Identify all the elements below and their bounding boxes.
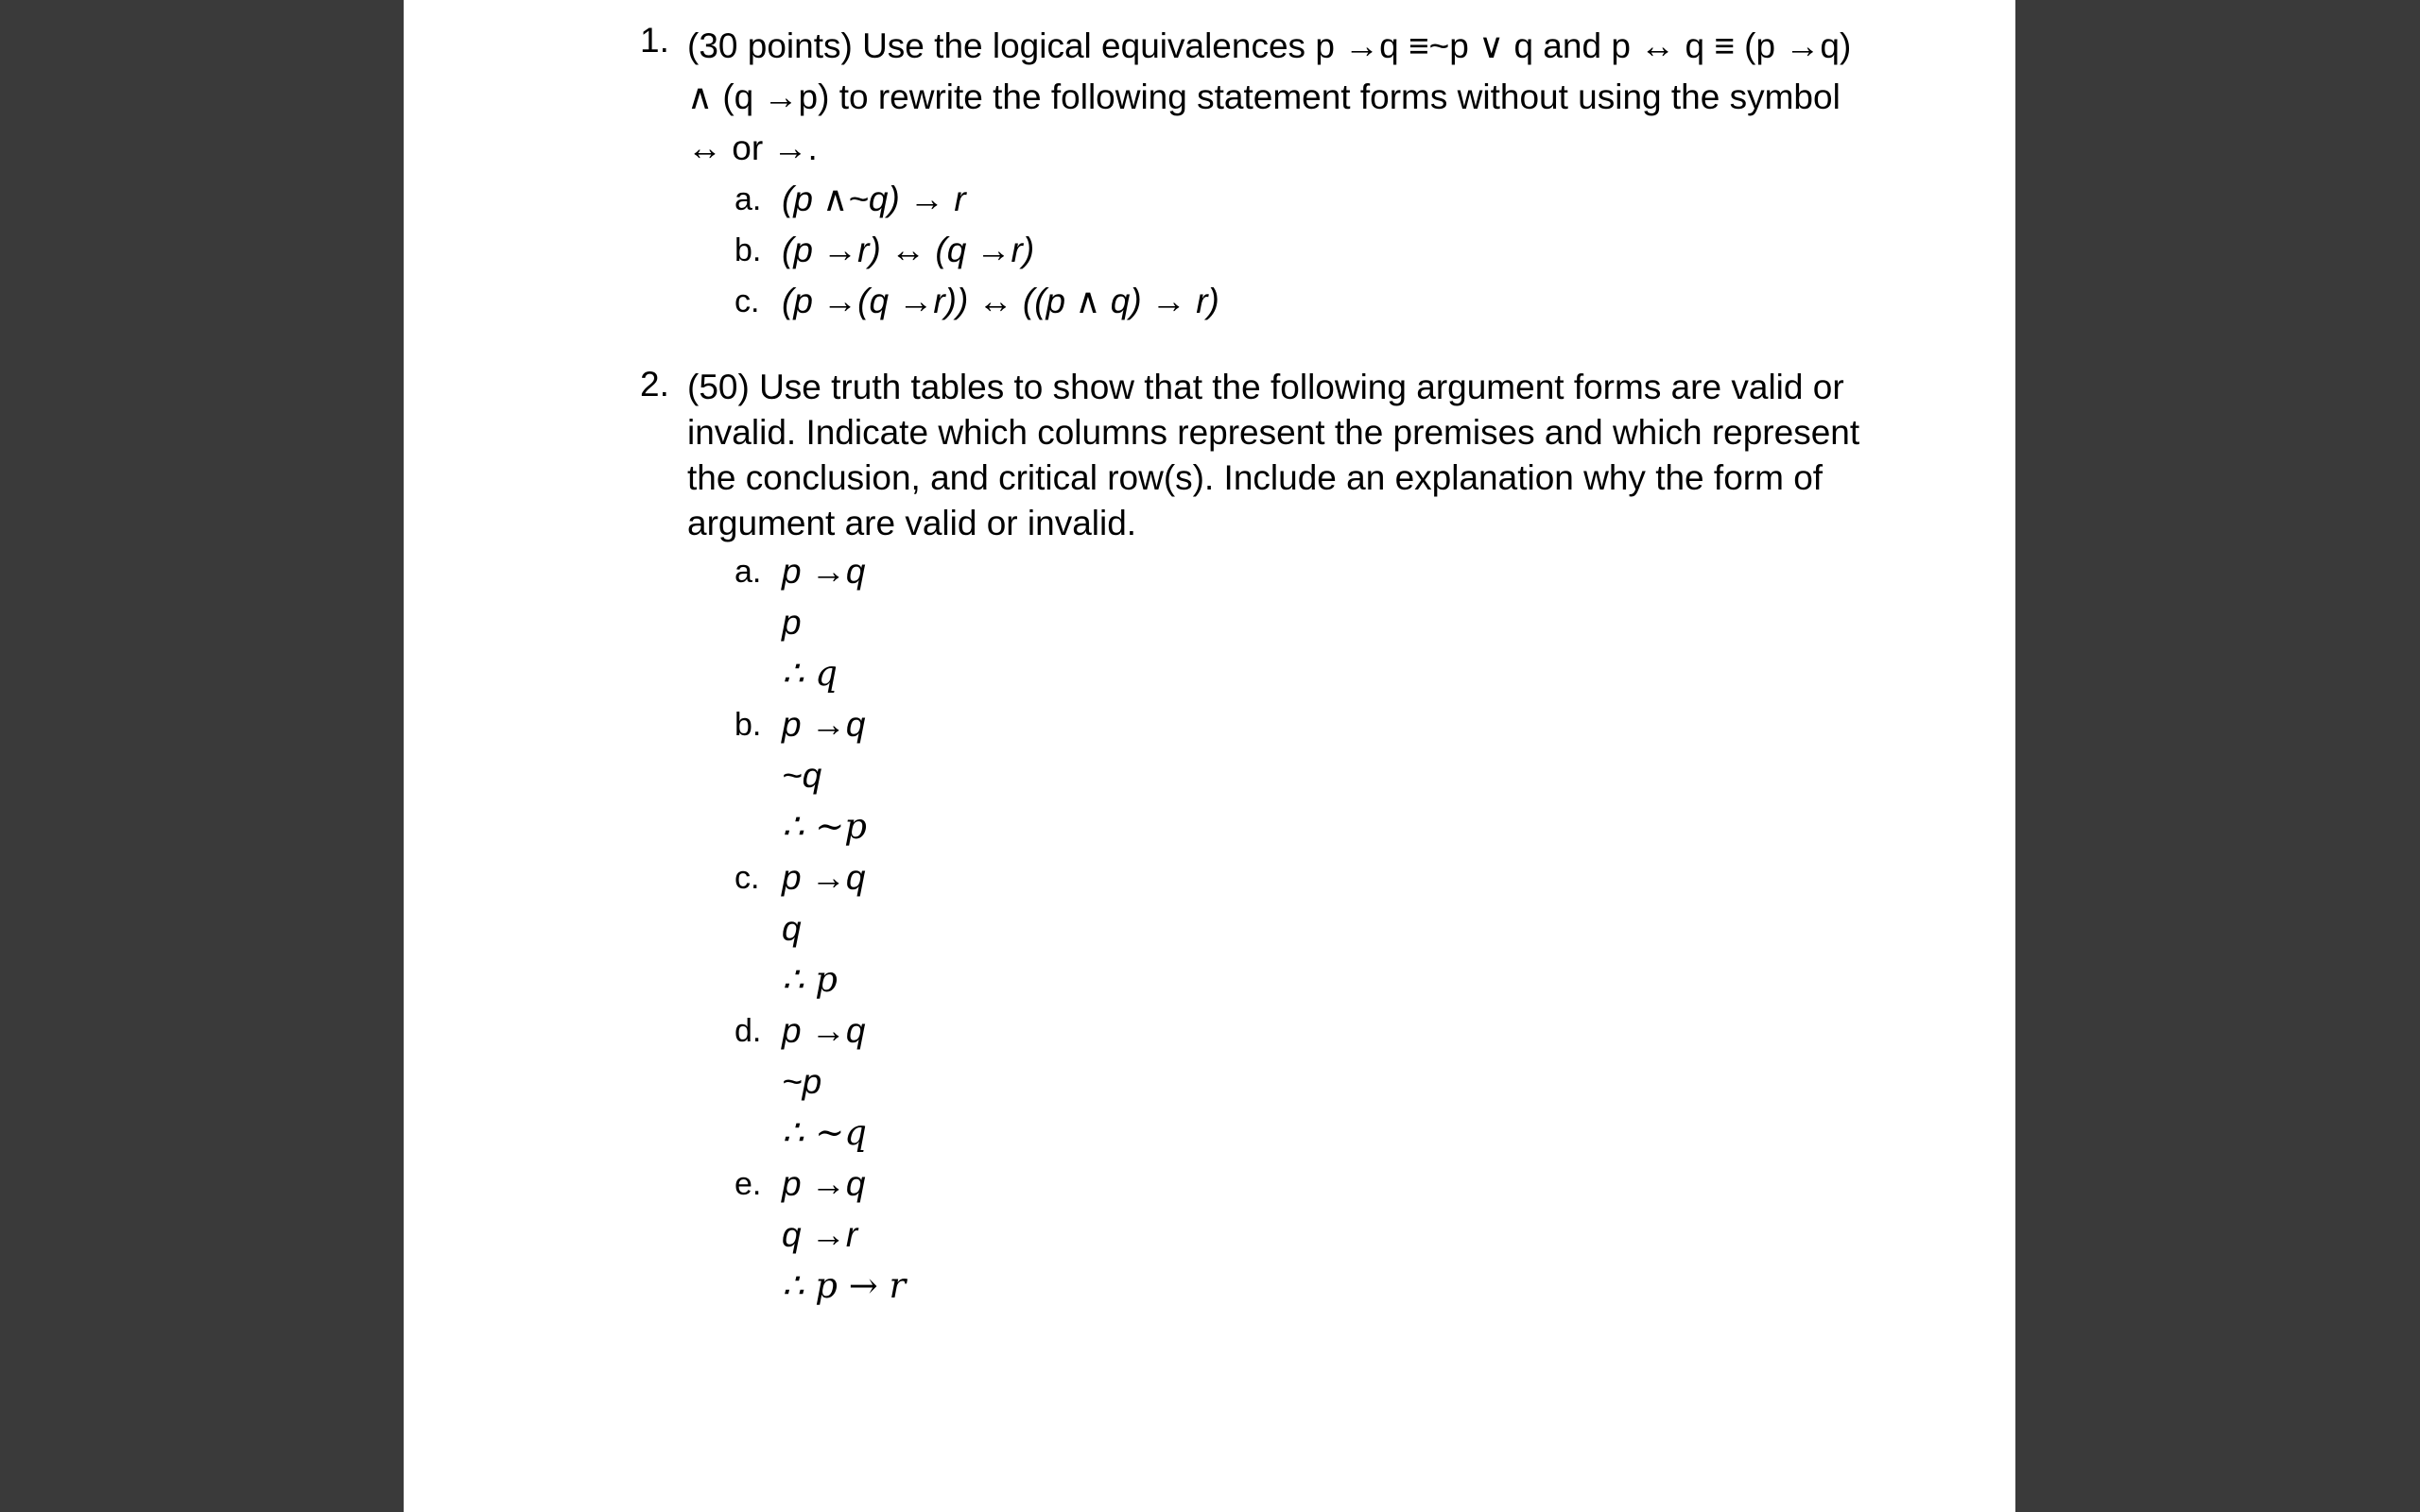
argument-letter: e.	[735, 1166, 762, 1202]
question-1-items	[687, 174, 1869, 327]
premise-2: q →r	[782, 1215, 858, 1254]
conclusion: ∴ q	[782, 653, 838, 694]
premise-2: ~p	[782, 1062, 822, 1101]
argument-letter: d.	[735, 1013, 762, 1049]
item-letter: a.	[735, 181, 762, 217]
premise-1: p →q	[782, 1011, 866, 1050]
argument-letter: c.	[735, 860, 760, 896]
premise-2: ~q	[782, 756, 822, 795]
argument-e	[735, 1159, 1869, 1312]
argument-d	[735, 1005, 1869, 1159]
premise-1: p →q	[782, 858, 866, 897]
question-2-text: (50) Use truth tables to show that the following argument forms are valid or invalid. Indicate which columns represent the premises and which represent the conclusion, and critical row(s). Include an explanation why the form of argument are valid or invalid.	[687, 368, 1860, 542]
premise-2: p	[782, 603, 802, 642]
conclusion: ∴ ~p	[782, 806, 867, 847]
question-2-number: 2.	[640, 365, 669, 404]
premise-1: p →q	[782, 705, 866, 744]
premise-1: p →q	[782, 552, 866, 591]
argument-letter: a.	[735, 554, 762, 590]
question-1-text: (30 points) Use the logical equivalences p →q ≡~p ∨ q and p ↔ q ≡ (p →q) ∧ (q →p) to rewrite the following statement forms without using the symbol ↔ or →.	[687, 26, 1852, 167]
item-text: (p →r) ↔ (q →r)	[782, 231, 1035, 269]
item-text: (p ∧~q) → r	[782, 180, 966, 218]
conclusion: ∴ p	[782, 959, 838, 1000]
argument-a	[735, 546, 1869, 699]
item-text: (p →(q →r)) ↔ ((p ∧ q) → r)	[782, 282, 1219, 320]
argument-c	[735, 852, 1869, 1005]
argument-b	[735, 699, 1869, 852]
question-1-item-b	[735, 225, 1869, 276]
item-letter: b.	[735, 232, 762, 268]
document-content	[640, 21, 1869, 1312]
conclusion: ∴ p → r	[782, 1265, 907, 1306]
question-1-number: 1.	[640, 21, 669, 60]
premise-2: q	[782, 909, 802, 948]
question-2-arguments	[687, 546, 1869, 1312]
item-letter: c.	[735, 284, 760, 319]
question-2	[640, 365, 1869, 1312]
question-1	[640, 21, 1869, 327]
question-1-item-c	[735, 276, 1869, 327]
premise-1: p →q	[782, 1164, 866, 1203]
argument-letter: b.	[735, 707, 762, 743]
question-1-item-a	[735, 174, 1869, 225]
document-page	[404, 0, 2015, 1512]
conclusion: ∴ ~q	[782, 1112, 867, 1153]
